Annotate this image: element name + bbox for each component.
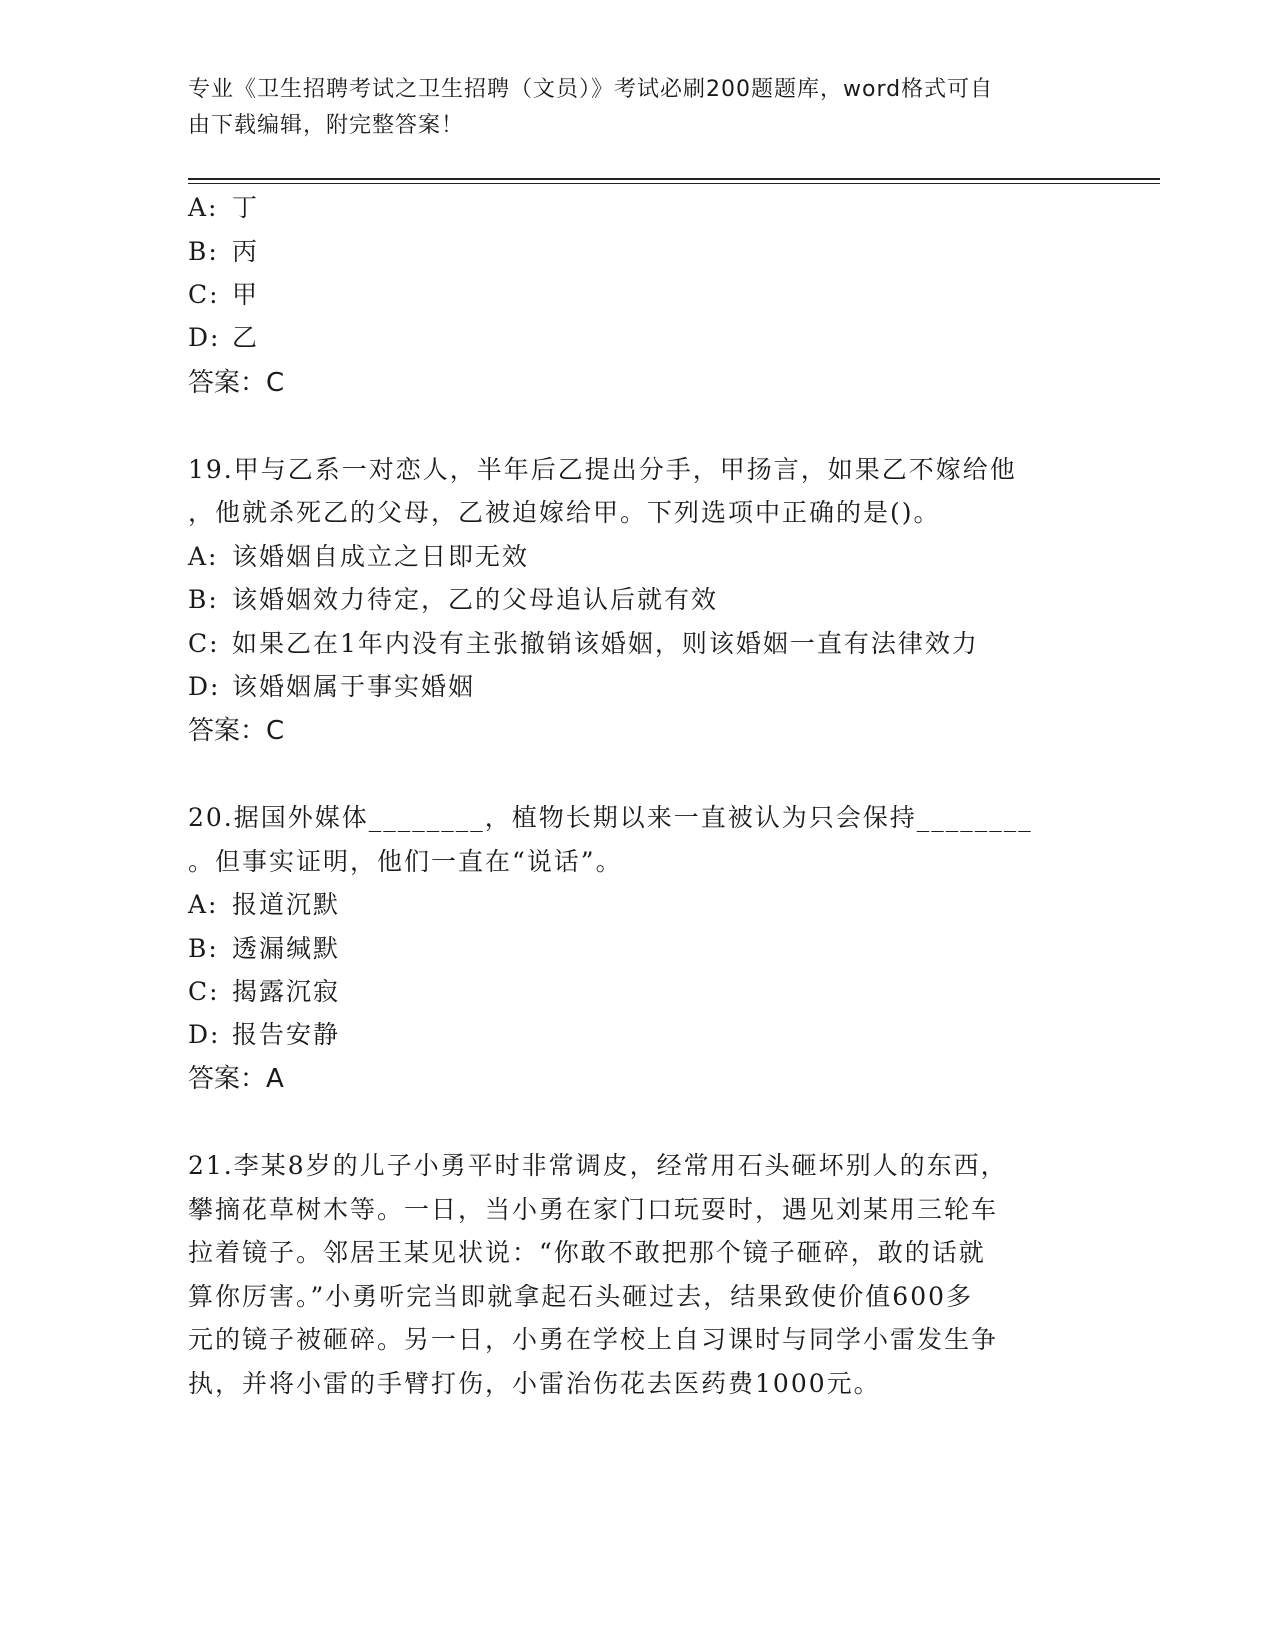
option-label: D:	[188, 1020, 221, 1049]
option-label: B:	[188, 934, 219, 963]
q21-stem-line-4: 算你厉害。”小勇听完当即就拿起石头砸过去，结果致使价值600多	[188, 1282, 974, 1311]
q18-option-a	[188, 188, 259, 224]
option-text: 报道沉默	[232, 890, 341, 919]
q18-option-b	[188, 232, 259, 268]
q19-option-b	[188, 580, 718, 616]
q18-option-c	[188, 275, 259, 311]
option-text: 报告安静	[232, 1020, 341, 1049]
header-rule-thick	[188, 178, 1160, 180]
option-label: A:	[188, 890, 219, 919]
q19-option-d	[188, 667, 475, 703]
option-label: C:	[188, 629, 220, 658]
option-label: B:	[188, 585, 219, 614]
option-text: 该婚姻效力待定，乙的父母追认后就有效	[232, 585, 719, 614]
option-text: 该婚姻属于事实婚姻	[232, 672, 476, 701]
header-line-1: 专业《卫生招聘考试之卫生招聘（文员）》考试必刷200题题库，word格式可自	[188, 77, 994, 102]
option-label: A:	[188, 542, 219, 571]
q21-stem-line-1: 21.李某8岁的儿子小勇平时非常调皮，经常用石头砸坏别人的东西，	[188, 1151, 1008, 1180]
option-text: 乙	[232, 323, 260, 352]
q21-stem-line-3: 拉着镜子。邻居王某见状说：“你敢不敢把那个镜子砸碎，敢的话就	[188, 1238, 986, 1267]
option-text: 丙	[232, 237, 260, 266]
q21-stem-line-6: 执，并将小雷的手臂打伤，小雷治伤花去医药费1000元。	[188, 1369, 881, 1398]
q19-stem-line-1: 19.甲与乙系一对恋人，半年后乙提出分手，甲扬言，如果乙不嫁给他	[188, 455, 1017, 484]
option-text: 如果乙在1年内没有主张撤销该婚姻，则该婚姻一直有法律效力	[232, 629, 979, 658]
q21-stem-line-5: 元的镜子被砸碎。另一日，小勇在学校上自习课时与同学小雷发生争	[188, 1325, 999, 1354]
q18-answer: 答案：C	[188, 368, 285, 398]
q19-option-c	[188, 624, 979, 660]
option-text: 该婚姻自成立之日即无效	[232, 542, 530, 571]
q19-answer: 答案：C	[188, 716, 285, 746]
option-label: A:	[188, 193, 219, 222]
option-label: D:	[188, 323, 221, 352]
q21-stem-line-2: 攀摘花草树木等。一日，当小勇在家门口玩耍时，遇见刘某用三轮车	[188, 1195, 999, 1224]
option-text: 丁	[232, 193, 260, 222]
header-line-2: 由下载编辑，附完整答案！	[188, 113, 465, 138]
q20-answer: 答案：A	[188, 1064, 284, 1094]
option-label: C:	[188, 977, 220, 1006]
q19-option-a	[188, 537, 529, 573]
q20-option-a	[188, 885, 340, 921]
option-label: C:	[188, 280, 220, 309]
document-header	[188, 72, 1068, 144]
q20-stem-line-2: 。但事实证明，他们一直在“说话”。	[188, 847, 623, 876]
header-rule-thin	[188, 183, 1160, 184]
q18-option-d	[188, 318, 259, 354]
q20-stem-line-1: 20.据国外媒体________，植物长期以来一直被认为只会保持________	[188, 803, 1033, 832]
q20-option-c	[188, 972, 340, 1008]
option-text: 揭露沉寂	[232, 977, 341, 1006]
option-label: D:	[188, 672, 221, 701]
option-text: 透漏缄默	[232, 934, 341, 963]
option-text: 甲	[232, 280, 260, 309]
option-label: B:	[188, 237, 219, 266]
q20-option-b	[188, 929, 340, 965]
q19-stem-line-2: ，他就杀死乙的父母，乙被迫嫁给甲。下列选项中正确的是()。	[188, 498, 941, 527]
q20-option-d	[188, 1015, 340, 1051]
